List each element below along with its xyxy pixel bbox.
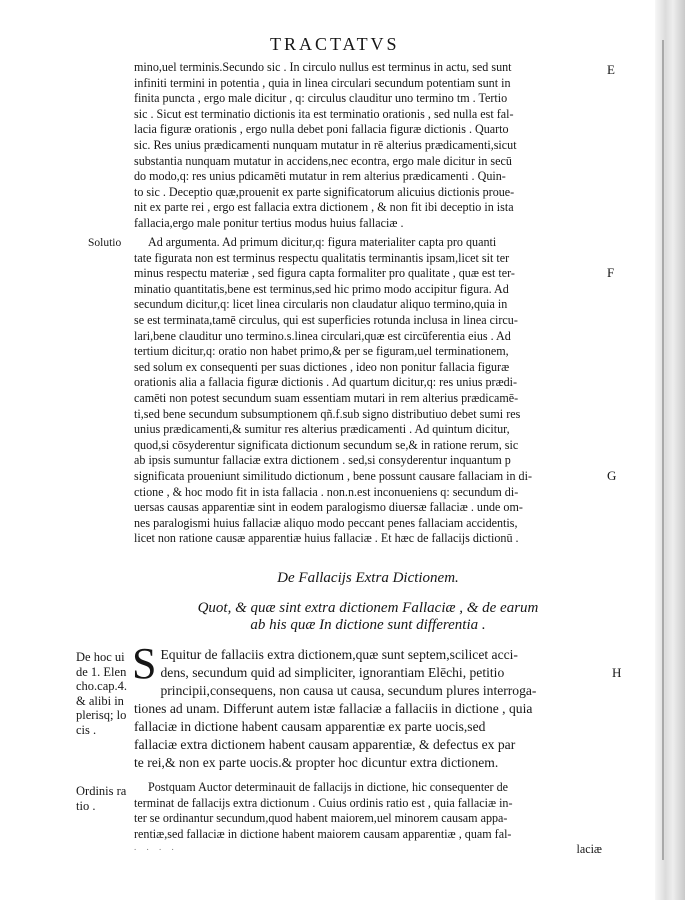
- text-line: lari,bene clauditur uno termino.s.linea circulari,quæ est circūferentia eius . Ad: [134, 328, 511, 343]
- side-note-line: de 1. Elen: [76, 664, 127, 679]
- text-line: nit ex parte rei , ergo est fallacia extra dictionem , & non fit ibi deceptio in ista: [134, 200, 514, 215]
- text-line: Postquam Auctor determinauit de fallacijs in dictione, hic consequenter de: [148, 780, 509, 794]
- side-note-line: De hoc ui: [76, 650, 125, 664]
- text-line: dens, secundum quid ad simpliciter, ignorantiam Elēchi, petitio: [160, 665, 505, 680]
- text-line: unius prædicamenti,& sumitur res alterius prædicamenti . Ad quintum dicitur,: [134, 422, 510, 437]
- text-line: lacia figuræ orationis , ergo nulla debet poni fallacia figuræ dictionis . Quarto: [134, 122, 509, 137]
- text-line: principii,consequens, non causa ut causa, secundum plures interroga-: [160, 683, 537, 698]
- paragraph-main-text: [132, 639, 602, 772]
- text-line: ter se ordinantur secundum,quod habent maiorem,uel minorem causam appa-: [134, 811, 508, 826]
- text-line: tiones ad unam. Differunt autem istæ fallaciæ a fallaciis in dictione , quia: [134, 701, 533, 716]
- text-line: finita puncta , ergo male dicitur , q: circulus clauditur uno termino tm . Tertio: [134, 91, 508, 106]
- side-note-line: & alibi in: [76, 693, 124, 708]
- side-note-line: cho.cap.4.: [76, 679, 128, 693]
- text-line: significata proueniunt similitudo dictionum , bene possunt causare fallaciam in di-: [134, 468, 532, 483]
- text-line: do modo,q: res unius pdicamēti mutatur in rem alterius prædicamenti . Quin-: [134, 169, 506, 184]
- text-line: sic. Res unius prædicamenti nunquam mutatur in rē alterius prædicamenti,sicut: [134, 137, 517, 152]
- text-line: ctione , & hoc modo fit in ista fallacia . non.n.est inconueniens q: secundum di-: [134, 484, 519, 499]
- text-line: fallaciæ extra dictionem habent causam apparentiæ, & defectus ex par: [134, 737, 516, 752]
- page-edge: [655, 0, 685, 900]
- chapter-heading: [134, 600, 602, 634]
- text-line: quod,si cōsyderentur significata dictionum secundum se,& in ratione rerum, sic: [134, 437, 519, 452]
- marginal-letter-e: E: [607, 62, 615, 77]
- side-note-ordinis: [76, 784, 126, 813]
- text-line: ti,sed bene secundum subsumptionem qñ.f.sub signo distributiuo debet sumi res: [134, 406, 521, 421]
- text-line: Ad argumenta. Ad primum dicitur,q: figura materialiter capta pro quanti: [148, 235, 497, 249]
- text-line: Equitur de fallaciis extra dictionem,quæ sunt septem,scilicet acci-: [160, 647, 518, 662]
- text-line: se est terminata,tamē circulus, qui est superficies rotunda inclusa in linea circu-: [134, 312, 518, 327]
- running-head: TRACTATVS: [270, 34, 400, 54]
- chapter-heading-line: Quot, & quæ sint extra dictionem Fallaciæ , & de earum: [197, 600, 539, 616]
- drop-cap: S: [132, 639, 157, 688]
- text-line: camēti non potest secundum suam essentiam mutari in rem alterius prædicamē-: [134, 390, 519, 405]
- marginal-letter-g: G: [607, 468, 617, 483]
- text-line: fallaciæ in dictione habent causam apparentiæ ex parte uocis,sed: [134, 719, 486, 734]
- side-note-reference: [76, 650, 127, 737]
- paragraph-objections: [134, 60, 602, 232]
- side-note-line: tio .: [76, 798, 96, 813]
- text-line: tate figurata non est terminus respectu qualitatis terminantis ipsam,licet sit ter: [134, 250, 510, 265]
- text-line: ab ipsis sumuntur fallaciæ extra dictionem . sed,si consyderentur inquantum p: [134, 453, 511, 468]
- bottom-marks: . . . .: [134, 842, 178, 852]
- text-line: nes paralogismi huius fallaciæ aliquo modo peccant penes fallaciam accidentis,: [134, 515, 518, 530]
- paragraph-solutio: [134, 235, 602, 547]
- text-line: minatio quantitatis,bene est terminus,sed hic primo modo accipitur figura. Ad: [134, 281, 509, 296]
- text-line: rentiæ,sed fallaciæ in dictione habent maiorem causam apparentiæ , quam fal-: [134, 826, 512, 841]
- paragraph-commentary: [134, 780, 602, 858]
- text-line: substantia nunquam mutatur in accidens,nec econtra, ergo male dicitur in secū: [134, 153, 512, 168]
- text-line: sic . Sicut est terminatio dictionis ita est terminatio orationis , sed nulla est fal-: [134, 106, 514, 121]
- text-line: te rei,& non ex parte uocis.& propter hoc dicuntur extra dictionem.: [134, 755, 499, 770]
- text-line: uersas causas apparentiæ sint in eodem paralogismo diuersæ fallaciæ . unde om-: [134, 500, 523, 515]
- text-line: fallacia,ergo male ponitur tertius modus huius fallaciæ .: [134, 215, 404, 230]
- catchword: laciæ: [576, 842, 602, 857]
- marginal-letter-h: H: [612, 665, 622, 680]
- text-line: sed solum ex consequenti per suas dictiones , ideo non ponitur fallacia figuræ: [134, 359, 510, 374]
- text-line: secundum dicitur,q: licet linea circularis non claudatur aliquo termino,quia in: [134, 297, 508, 312]
- side-note-line: plerisq; lo: [76, 708, 127, 722]
- chapter-heading-line: ab his quæ In dictione sunt differentia .: [250, 617, 486, 633]
- side-note-line: Ordinis ra: [76, 784, 127, 798]
- text-line: licet non ratione causæ apparentiæ huius fallaciæ . Et hæc de fallacijs dictionū .: [134, 531, 519, 546]
- page-gutter-line: [662, 40, 664, 860]
- marginal-letter-f: F: [607, 265, 615, 280]
- text-line: minus respectu materiæ , sed figura capta formaliter pro qualitate , quæ est ter-: [134, 266, 515, 281]
- section-heading: De Fallacijs Extra Dictionem.: [277, 570, 459, 586]
- text-line: infiniti termini in potentia , quia in linea circulari secundum potentiam sunt in: [134, 75, 511, 90]
- side-note-solutio: Solutio: [88, 237, 122, 249]
- text-line: to sic . Deceptio quæ,prouenit ex parte significatorum alicuius dictionis proue-: [134, 184, 515, 199]
- text-line: mino,uel terminis.Secundo sic . In circulo nullus est terminus in actu, sed sunt: [134, 60, 512, 74]
- text-line: tertium dicitur,q: oratio non habet primo,& per se figuram,uel terminationem,: [134, 344, 509, 359]
- side-note-line: cis .: [76, 722, 97, 737]
- text-line: terminat de fallacijs extra dictionum . Cuius ordinis ratio est , quia fallaciæ in-: [134, 795, 513, 810]
- text-line: orationis alia a fallacia figuræ dictionis . Ad quartum dicitur,q: res unius prædi-: [134, 375, 518, 390]
